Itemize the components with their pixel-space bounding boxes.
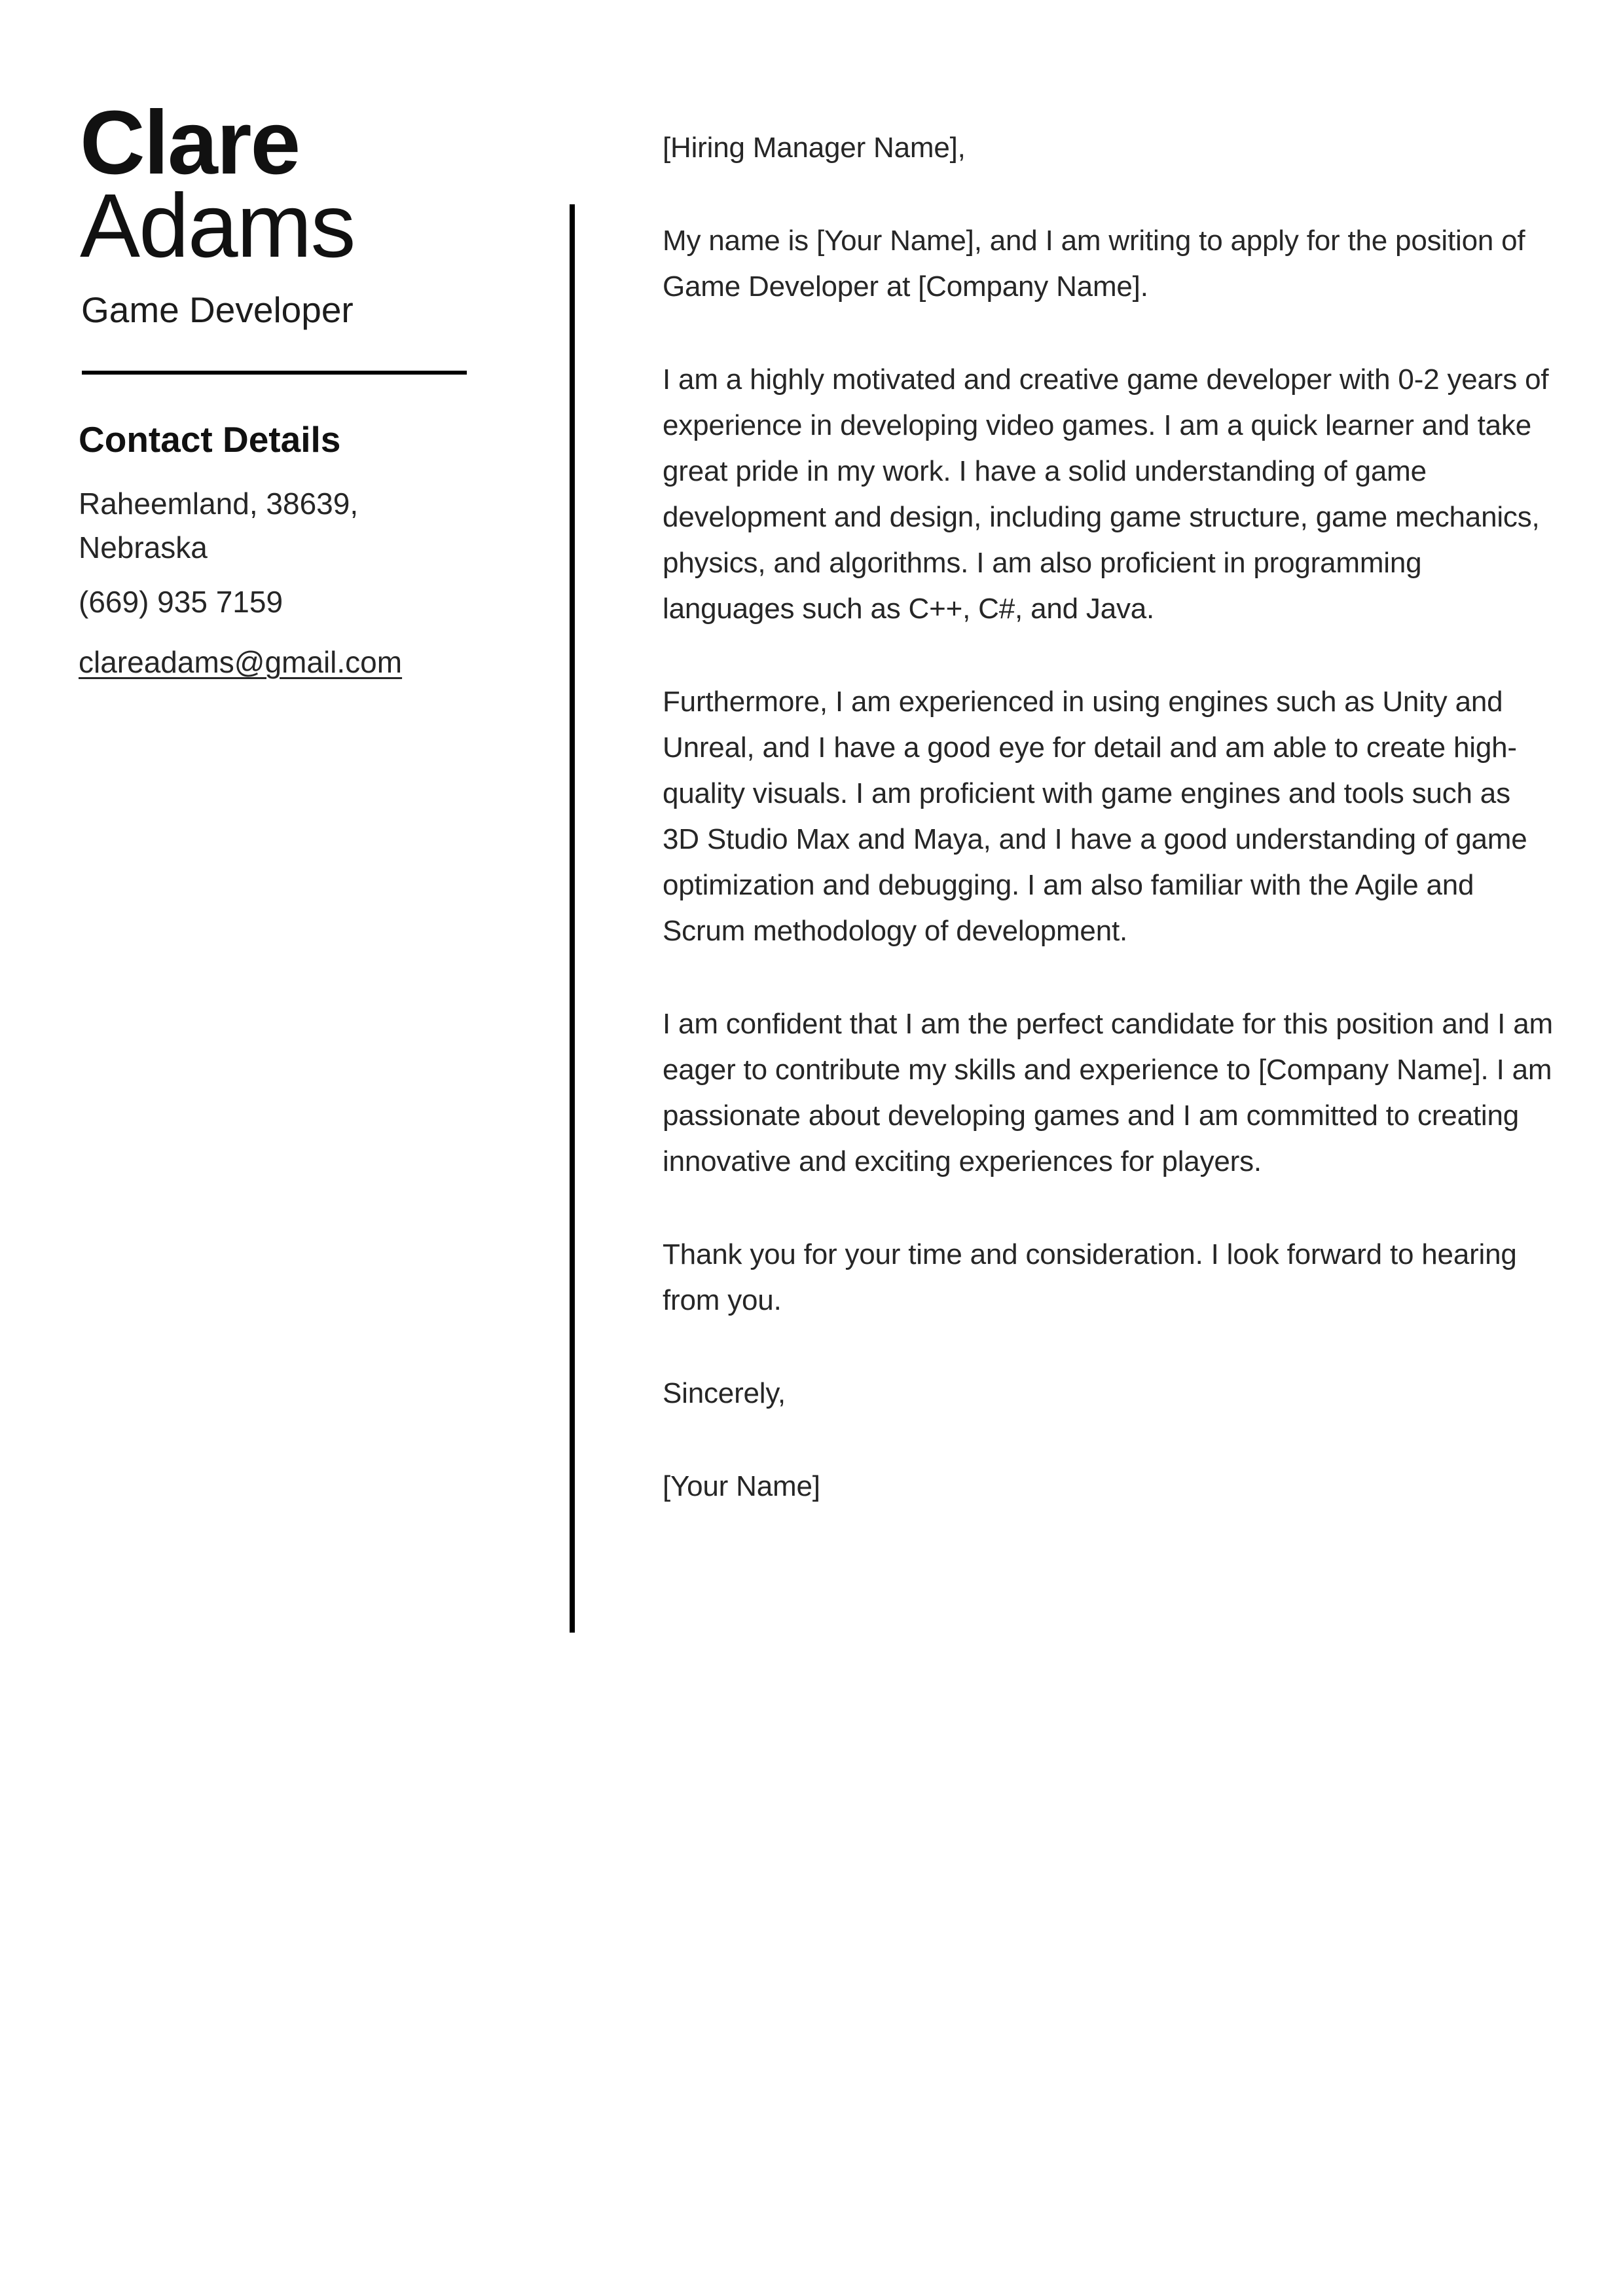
address-line-1: Raheemland, 38639, bbox=[79, 487, 359, 521]
letter-paragraph: I am a highly motivated and creative game developer with 0-2 years of experience in developing video games. I am a quick learner and take great pride in my work. I have a solid understanding of game development and design, including game structure, game mechanics, physics, and algorithms. I am also proficient in programming languages such as C++, C#, and Java. bbox=[663, 363, 1549, 625]
letter-paragraph: Furthermore, I am experienced in using engines such as Unity and Unreal, and I have a good eye for detail and am able to create high-quality visuals. I am proficient with game engines and tools such as 3D Studio Max and Maya, and I have a good understanding of game optimization and debugging. I am also familiar with the Agile and Scrum methodology of development. bbox=[663, 686, 1527, 947]
job-title: Game Developer bbox=[81, 289, 354, 330]
contact-phone: (669) 935 7159 bbox=[79, 585, 283, 619]
sidebar-divider bbox=[82, 371, 467, 375]
letter-closing: Sincerely, bbox=[663, 1377, 786, 1409]
letter-signature: [Your Name] bbox=[663, 1470, 820, 1502]
salutation: [Hiring Manager Name], bbox=[663, 132, 966, 164]
candidate-first-name: Clare bbox=[80, 92, 300, 193]
letter-body bbox=[663, 125, 1553, 1557]
email-link[interactable]: clareadams@gmail.com bbox=[79, 645, 403, 679]
letter-paragraph: I am confident that I am the perfect candidate for this position and I am eager to contribute my skills and experience to [Company Name]. I am passionate about developing games and I am committed to creating innovative and exciting experiences for players. bbox=[663, 1008, 1553, 1177]
address-line-2: Nebraska bbox=[79, 530, 208, 565]
candidate-last-name: Adams bbox=[80, 176, 355, 276]
letter-vertical-rule bbox=[570, 204, 575, 1633]
letter-paragraph: My name is [Your Name], and I am writing to apply for the position of Game Developer at [Company Name]. bbox=[663, 225, 1525, 303]
candidate-name bbox=[80, 92, 355, 276]
contact-address bbox=[79, 482, 445, 570]
contact-email bbox=[79, 640, 402, 684]
letter-paragraph: Thank you for your time and consideration. I look forward to hearing from you. bbox=[663, 1238, 1517, 1316]
contact-details-heading: Contact Details bbox=[79, 419, 341, 460]
